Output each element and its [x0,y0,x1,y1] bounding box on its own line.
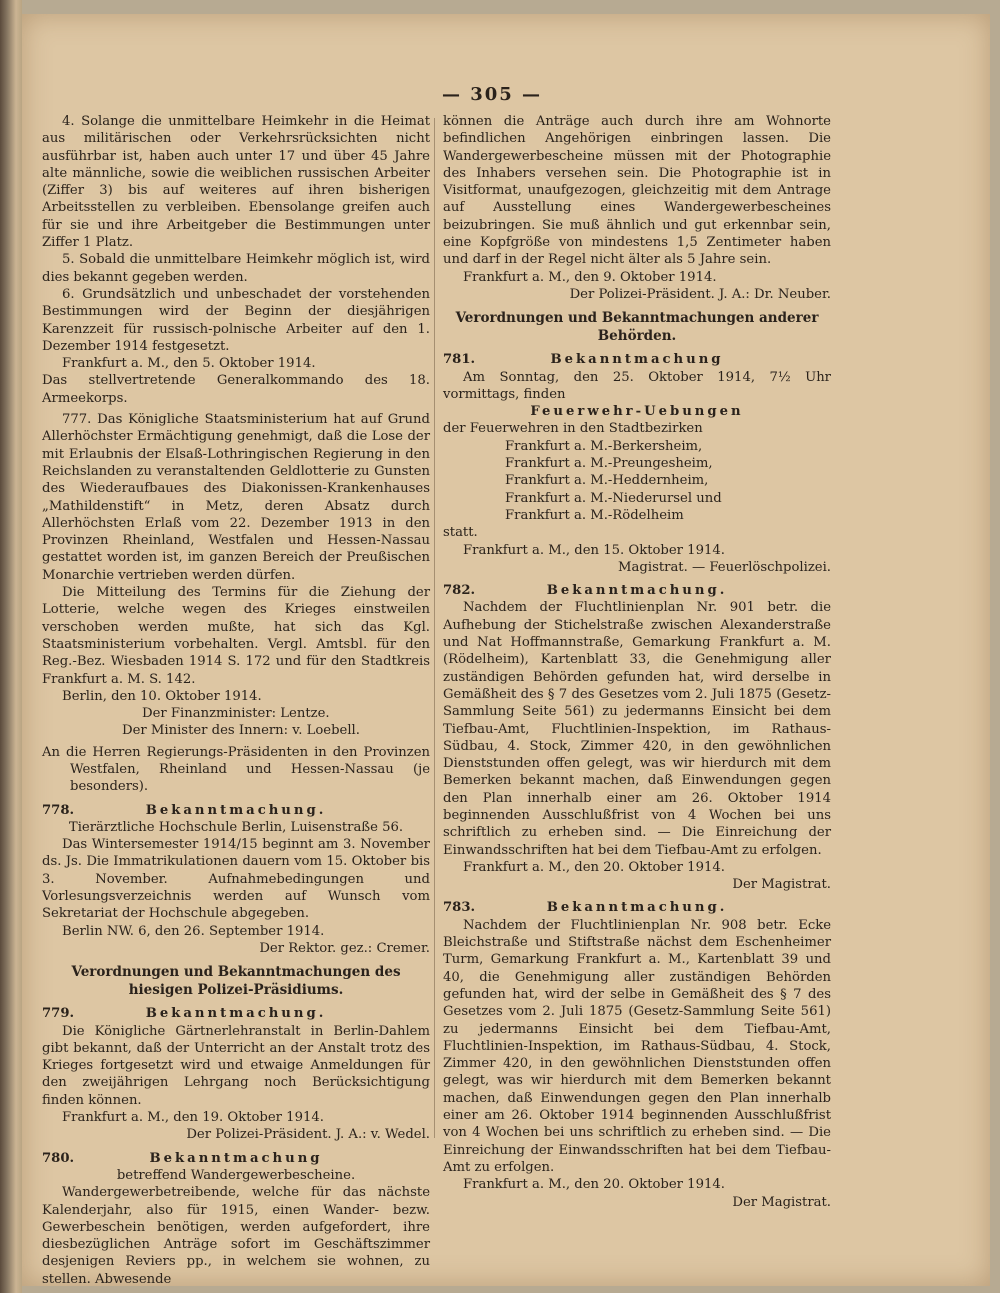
paragraph-5: 5. Sobald die unmittelbare Heimkehr möglich ist, wird dies bekannt gegeben werden. [42,252,430,285]
notice-783-signature: Der Magistrat. [732,1194,831,1210]
notice-781-heading: Feuerwehr-Uebungen [530,404,744,420]
section-heading-police: Verordnungen und Bekanntmachungen des hiesigen Polizei-Präsidiums. [71,964,401,999]
notice-780-date: Frankfurt a. M., den 9. Oktober 1914. [463,269,717,285]
notice-778-subtitle: Tierärztliche Hochschule Berlin, Luisenstraße 56. [68,819,404,835]
notice-777-text-2: Die Mitteilung des Termins für die Ziehung der Lotterie, welche wegen des Krieges einstweilen verschoben werden mußte, hat sich das Kgl. Staatsministerium vorbehalten. Vergl. Amtsbl. für den Reg.-Bez. Wiesbaden 1914 S. 172 und für den Stadtkreis Frankfurt a. M. S. 142. [42,585,430,687]
notice-782-header [443,582,831,599]
district-item: Frankfurt a. M.-Preungesheim, [505,456,713,472]
column-divider [434,118,435,1138]
notice-783-date: Frankfurt a. M., den 20. Oktober 1914. [463,1177,725,1193]
notice-778-title: Bekanntmachung. [145,802,327,818]
notice-781-intro: der Feuerwehren in den Stadtbezirken [443,421,703,437]
notice-779-number: 779. [42,1006,75,1022]
notice-783-title: Bekanntmachung. [546,900,728,916]
paragraph-6: 6. Grundsätzlich und unbeschadet der vorstehenden Bestimmungen wird der Beginn der diesjährigen Karenzzeit für russisch-polnische Arbeiter auf den 1. Dezember 1914 festgesetzt. [42,286,430,354]
notice-778-date: Berlin NW. 6, den 26. September 1914. [62,923,325,939]
notice-778-number: 778. [42,802,75,818]
right-column [443,113,831,1211]
notice-779-date: Frankfurt a. M., den 19. Oktober 1914. [62,1110,324,1126]
notice-777-date: Berlin, den 10. Oktober 1914. [62,688,262,704]
notice-782-signature: Der Magistrat. [732,877,831,893]
notice-783-number: 783. [443,900,476,916]
notice-779-header [42,1005,430,1022]
notice-777-signature-1: Der Finanzminister: Lentze. [142,706,330,722]
page-number: — 305 — [441,84,543,105]
notice-779-text: Die Königliche Gärtnerlehranstalt in Berlin-Dahlem gibt bekannt, daß der Unterricht an der Anstalt trotz des Krieges fortgesetzt wird und etwaige Anmeldungen für den zweijährigen Lehrgang noch Berücksichtigung finden können. [42,1023,430,1108]
notice-782-title: Bekanntmachung. [546,583,728,599]
notice-783-header [443,899,831,916]
district-list [443,438,831,524]
date-line: Frankfurt a. M., den 5. Oktober 1914. [62,356,316,372]
notice-781-signature: Magistrat. — Feuerlöschpolizei. [618,559,831,575]
notice-780-continuation: können die Anträge auch durch ihre am Wohnorte befindlichen Angehörigen einbringen lassen. Die Wandergewerbescheine müssen mit der Photographie des Inhabers versehen sein. Die Photographie ist in Visitformat, unaufgezogen, gleichzeitig mit dem Antrage auf Ausstellung eines Wandergewerbescheines beizubringen. Sie muß ähnlich und gut erkennbar sein, eine Kopfgröße von mindestens 1,5 Zentimeter haben und darf in der Regel nicht älter als 5 Jahre sein. [443,114,831,268]
signature: Das stellvertretende Generalkommando des 18. Armeekorps. [42,373,430,406]
notice-778-text: Das Wintersemester 1914/15 beginnt am 3. November ds. Js. Die Immatrikulationen dauern vom 15. Oktober bis 3. November. Aufnahmebedingungen und Vorlesungsverzeichnis werden auf Wunsch vom Sekretariat der Hochschule abgegeben. [42,837,430,922]
notice-783-text: Nachdem der Fluchtlinienplan Nr. 908 betr. Ecke Bleichstraße und Stiftstraße nächst dem Eschenheimer Turm, Gemarkung Frankfurt a. M., Kartenblatt 39 und 40, die Genehmigung aller zuständigen Behörden gefunden hat, wird der selbe in Gemäßheit des § 7 des Gesetzes vom 2. Juli 1875 (Gesetz-Sammlung Seite 561) zu jedermanns Einsicht bei dem Tiefbau-Amt, Fluchtlinien-Inspektion, im Rathaus-Südbau, 4. Stock, Zimmer 420, in den gewöhnlichen Dienststunden offen gelegt, was wir hierdurch mit dem Bemerken bekannt machen, daß Einwendungen gegen den Plan innerhalb einer am 26. Oktober 1914 beginnenden Ausschlußfrist von 4 Wochen bei uns schriftlich zu erheben sind. — Die Einreichung der Einwandsschriften hat bei dem Tiefbau-Amt zu erfolgen. [443,917,831,1175]
notice-782-number: 782. [443,583,476,599]
district-item: Frankfurt a. M.-Berkersheim, [505,438,703,454]
notice-781-header [443,351,831,368]
notice-777-address: An die Herren Regierungs-Präsidenten in den Provinzen Westfalen, Rheinland und Hessen-Nassau (je besonders). [42,744,430,795]
notice-780-text: Wandergewerbetreibende, welche für das nächste Kalenderjahr, also für 1915, einen Wander- bezw. Gewerbeschein benötigen, werden aufgefordert, ihre diesbezüglichen Anträge sofort im Geschäftszimmer desjenigen Reviers pp., in welchem sie wohnen, zu stellen. Abwesende [42,1185,430,1287]
notice-781-text: Am Sonntag, den 25. Oktober 1914, 7½ Uhr vormittags, finden [443,369,831,402]
notice-777-text: 777. Das Königliche Staatsministerium hat auf Grund Allerhöchster Ermächtigung genehmigt, daß die Lose der mit Erlaubnis der Elsaß-Lothringischen Regierung in den Reichslanden zu veranstaltenden Geldlotterie zu Gunsten des Wiederaufbaues des Diakonissen-Krankenhauses „Mathildenstift“ in Metz, deren Absatz durch Allerhöchsten Erlaß vom 22. Dezember 1913 in den Provinzen Rheinland, Westfalen und Hessen-Nassau gestattet worden ist, im ganzen Bereich der Preußischen Monarchie vertrieben werden dürfen. [42,412,430,583]
notice-782-text: Nachdem der Fluchtlinienplan Nr. 901 betr. die Aufhebung der Stichelstraße zwischen Alexanderstraße und Nat Hoffmannstraße, Gemarkung Frankfurt a. M. (Rödelheim), Kartenblatt 33, die Genehmigung aller zuständigen Behörden gefunden hat, wird derselbe in Gemäßheit des § 7 des Gesetzes vom 2. Juli 1875 (Gesetz-Sammlung Seite 561) zu jedermanns Einsicht bei dem Tiefbau-Amt, Fluchtlinien-Inspektion, im Rathaus-Südbau, 4. Stock, Zimmer 420, in den gewöhnlichen Dienststunden offen gelegt, was wir hierdurch mit dem Bemerken bekannt machen, daß Einwendungen gegen den Plan innerhalb einer am 26. Oktober 1914 beginnenden Ausschlußfrist von 4 Wochen bei uns schriftlich zu erheben sind. — Die Einreichung der Einwandsschriften hat bei dem Tiefbau-Amt zu erfolgen. [443,600,831,858]
notice-778-header [42,802,430,819]
notice-780-number: 780. [42,1150,75,1166]
section-heading-other-authorities: Verordnungen und Bekanntmachungen anderer Behörden. [455,310,819,345]
notice-779-title: Bekanntmachung. [145,1006,327,1022]
notice-782-date: Frankfurt a. M., den 20. Oktober 1914. [463,859,725,875]
notice-780-title: Bekanntmachung [149,1150,323,1166]
notice-781-title: Bekanntmachung [550,352,724,368]
notice-778-signature: Der Rektor. gez.: Cremer. [259,940,430,956]
notice-781-number: 781. [443,352,476,368]
notice-777-signature-2: Der Minister des Innern: v. Loebell. [122,723,360,739]
notice-780-signature: Der Polizei-Präsident. J. A.: Dr. Neuber. [569,286,831,302]
district-item: Frankfurt a. M.-Rödelheim [505,507,684,523]
paragraph-4: 4. Solange die unmittelbare Heimkehr in die Heimat aus militärischen oder Verkehrsrücksichten nicht ausführbar ist, haben auch unter 17 und über 45 Jahre alte männliche, sowie die weiblichen russischen Arbeiter (Ziffer 3) bis auf weiteres auf ihren bisherigen Arbeitsstellen zu verbleiben. Ebensolange greifen auch für sie und ihre Arbeitgeber die Bestimmungen unter Ziffer 1 Platz. [42,114,430,251]
notice-781-date: Frankfurt a. M., den 15. Oktober 1914. [463,542,725,558]
left-column [42,113,430,1288]
district-item: Frankfurt a. M.-Niederursel und [505,490,722,506]
notice-781-statt: statt. [443,525,478,541]
notice-780-subtitle: betreffend Wandergewerbescheine. [116,1167,356,1183]
previous-page-edge [0,0,22,1293]
district-item: Frankfurt a. M.-Heddernheim, [505,473,709,489]
notice-780-header [42,1150,430,1167]
notice-779-signature: Der Polizei-Präsident. J. A.: v. Wedel. [186,1127,430,1143]
